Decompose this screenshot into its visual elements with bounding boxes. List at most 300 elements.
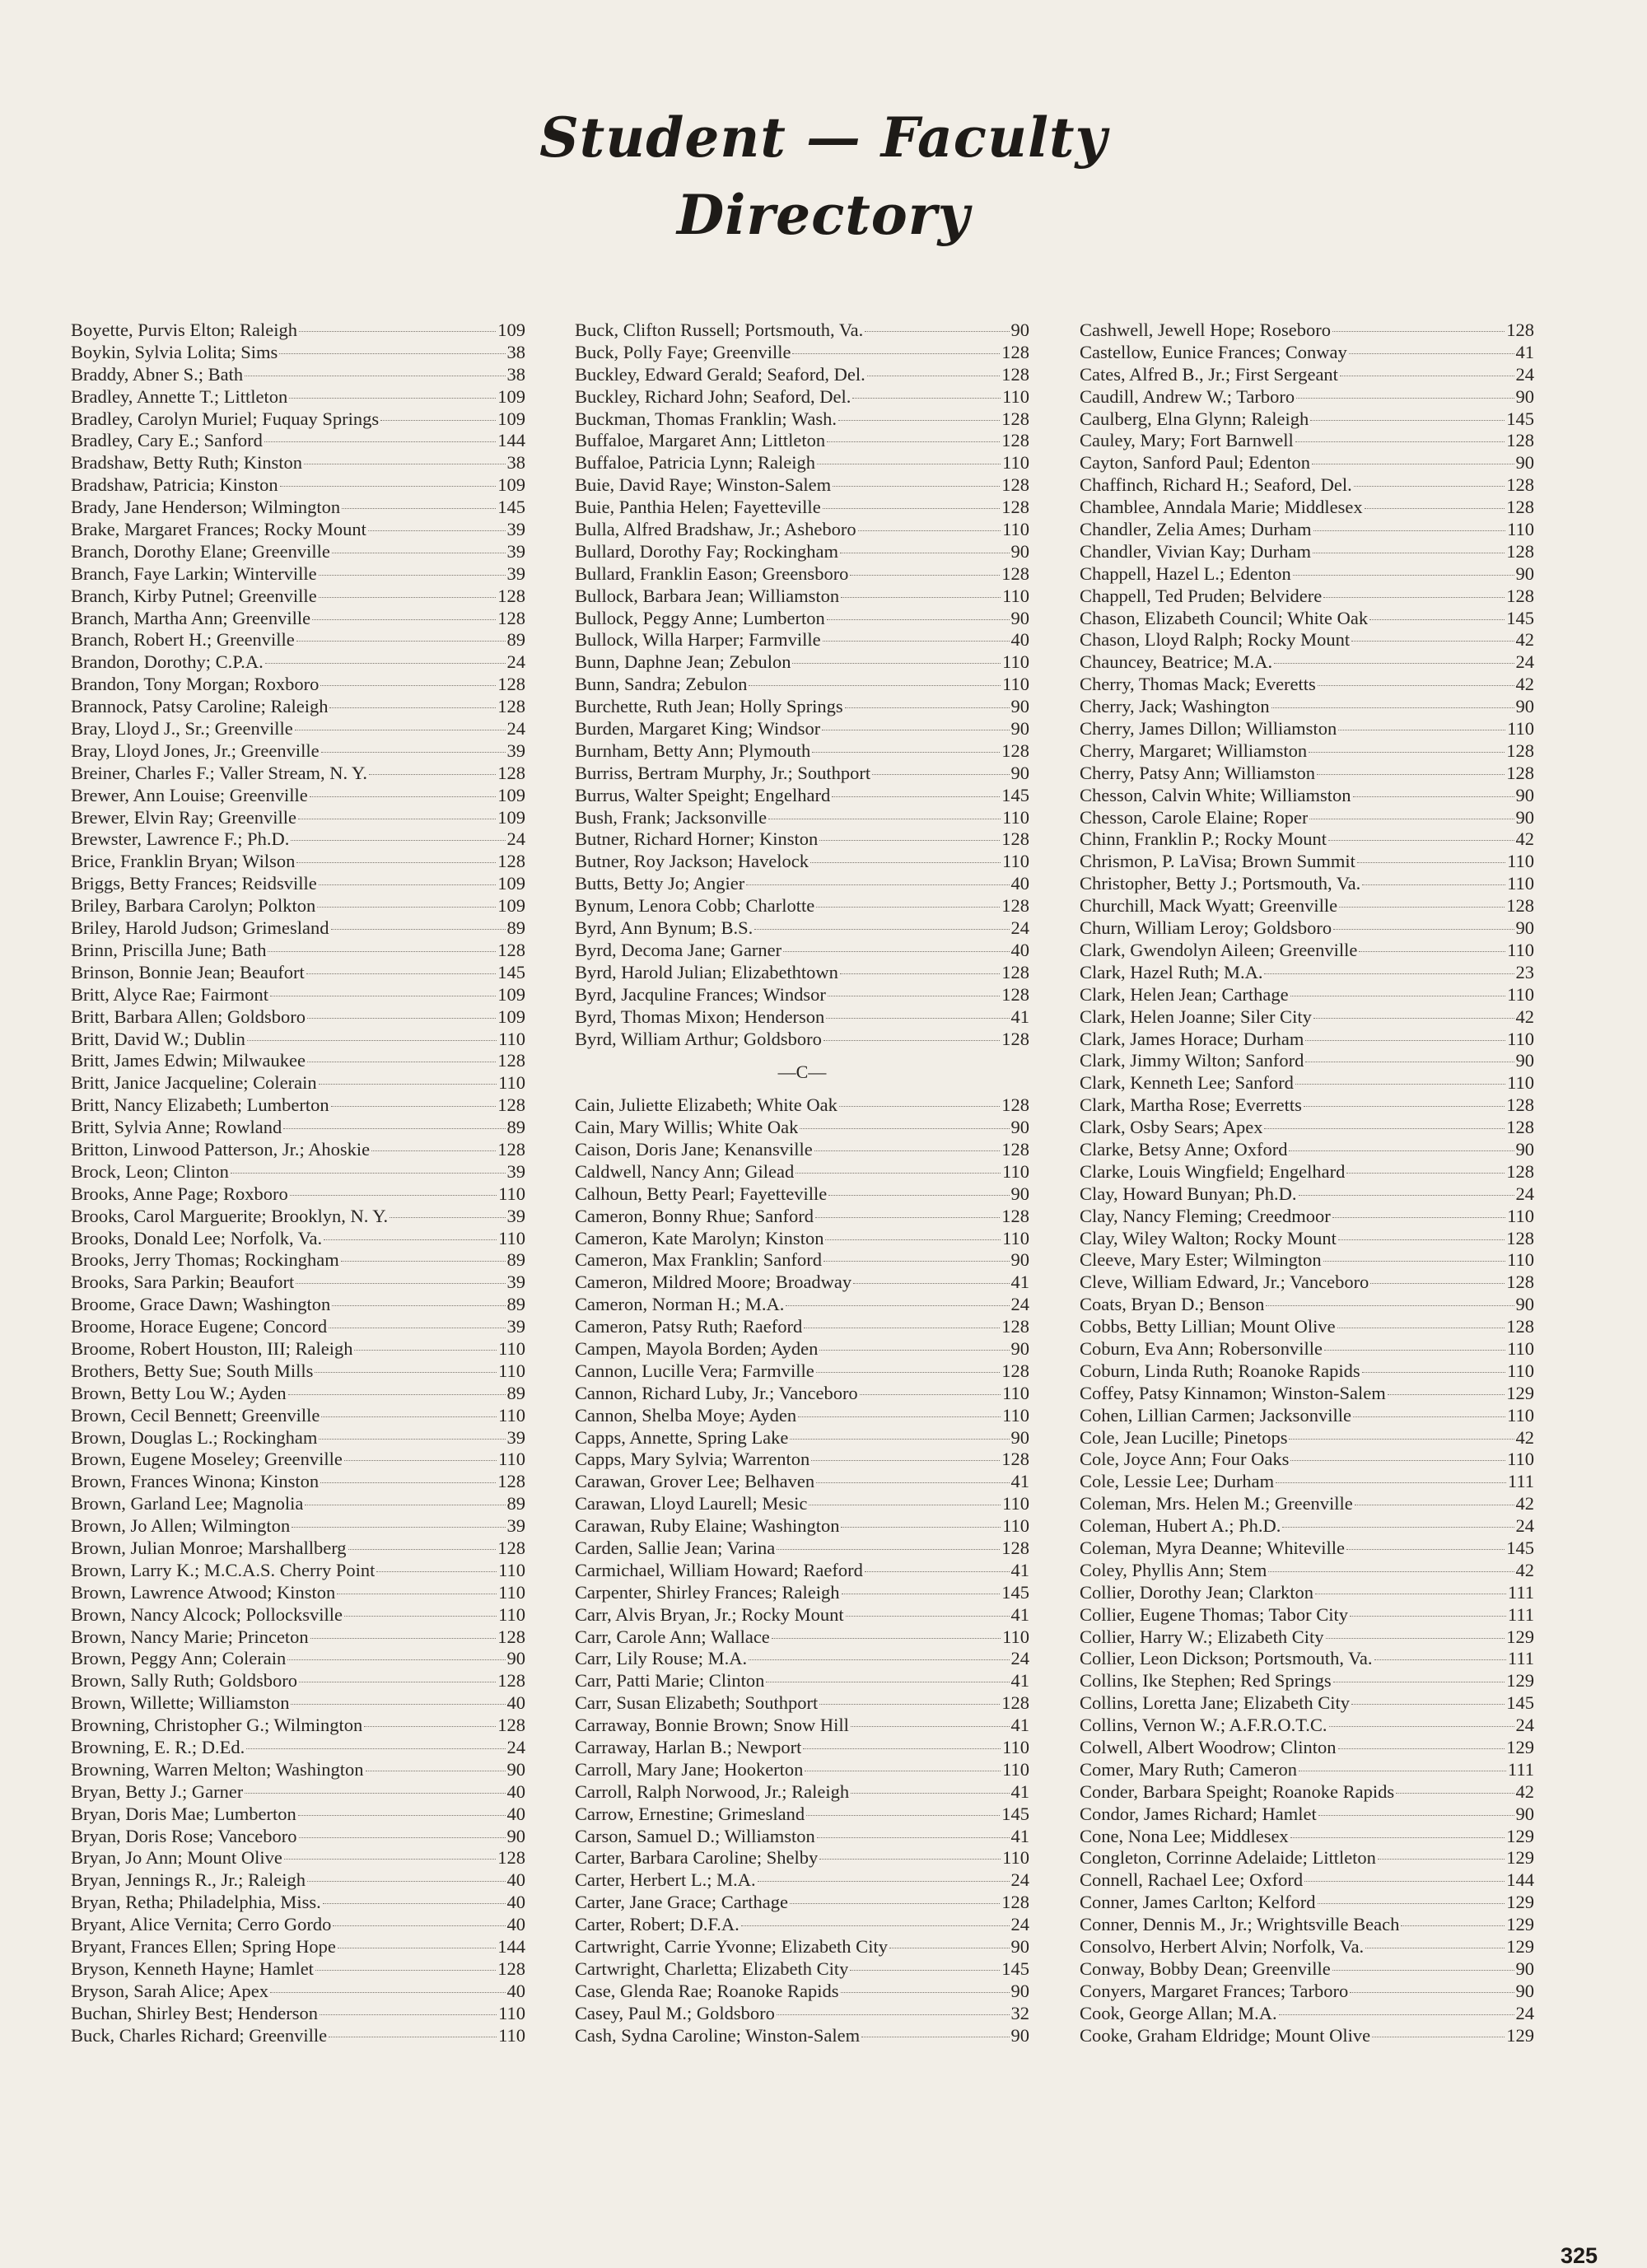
directory-entry [71, 718, 525, 740]
entry-page: 128 [1506, 1227, 1534, 1248]
entry-name: Bullock, Barbara Jean; Williamston [575, 585, 840, 606]
entry-page: 24 [1010, 1869, 1029, 1891]
entry-name: Britt, Alyce Rae; Fairmont [71, 983, 268, 1005]
entry-name: Browning, E. R.; D.Ed. [71, 1737, 245, 1757]
directory-entry [575, 1847, 1029, 1869]
dot-leader [860, 1394, 1001, 1395]
entry-page: 128 [1506, 497, 1534, 518]
dot-leader [819, 1859, 1001, 1860]
entry-name: Clark, Helen Joanne; Siler City [1080, 1006, 1312, 1027]
directory-entry [575, 1405, 1029, 1427]
directory-entry [71, 1294, 525, 1316]
entry-name: Clay, Nancy Fleming; Creedmoor [1080, 1205, 1331, 1226]
entry-name: Brown, Jo Allen; Wilmington [71, 1515, 291, 1537]
directory-entry [71, 1117, 525, 1139]
entry-name: Buchan, Shirley Best; Henderson [71, 2002, 318, 2023]
entry-page: 144 [497, 430, 525, 451]
directory-column-2 [575, 320, 1029, 2046]
entry-page: 128 [1001, 740, 1029, 761]
directory-entry [71, 807, 525, 829]
entry-name: Cobbs, Betty Lillian; Mount Olive [1080, 1316, 1336, 1337]
directory-entry [1080, 984, 1534, 1006]
entry-name: Cherry, Thomas Mack; Everetts [1080, 674, 1316, 695]
entry-name: Browning, Christopher G.; Wilmington [71, 1715, 363, 1736]
dot-leader [1293, 575, 1514, 576]
entry-page: 90 [506, 1825, 525, 1846]
entry-page: 111 [1507, 1648, 1534, 1669]
dot-leader [332, 1305, 505, 1306]
entry-name: Clark, Hazel Ruth; M.A. [1080, 961, 1263, 982]
entry-name: Carter, Herbert L.; M.A. [575, 1869, 756, 1891]
entry-page: 110 [498, 2024, 525, 2046]
directory-entry [71, 1072, 525, 1094]
entry-name: Burden, Margaret King; Windsor [575, 718, 821, 740]
entry-name: Caulberg, Elna Glynn; Raleigh [1080, 408, 1309, 429]
directory-entry [575, 1914, 1029, 1936]
directory-entry [71, 1958, 525, 1981]
directory-entry [1080, 342, 1534, 364]
entry-page: 110 [1002, 452, 1029, 474]
entry-name: Brannock, Patsy Caroline; Raleigh [71, 696, 329, 717]
dot-leader [825, 1239, 1001, 1240]
entry-page: 90 [1010, 1426, 1029, 1448]
entry-name: Carmichael, William Howard; Raeford [575, 1559, 863, 1580]
directory-entry [1080, 895, 1534, 917]
directory-entry [575, 2025, 1029, 2047]
entry-name: Buck, Charles Richard; Greenville [71, 2024, 328, 2046]
entry-page: 90 [506, 1758, 525, 1780]
dot-leader [1295, 1084, 1505, 1085]
dot-leader [307, 1018, 496, 1019]
dot-leader [1328, 840, 1514, 841]
entry-name: Chappell, Hazel L.; Edenton [1080, 562, 1291, 584]
directory-entry [1080, 674, 1534, 696]
entry-name: Cameron, Patsy Ruth; Raeford [575, 1316, 803, 1337]
directory-entry [1080, 651, 1534, 674]
directory-entry [71, 1604, 525, 1626]
entry-page: 128 [1001, 983, 1029, 1005]
entry-name: Christopher, Betty J.; Portsmouth, Va. [1080, 873, 1361, 894]
entry-name: Cates, Alfred B., Jr.; First Sergeant [1080, 363, 1338, 385]
dot-leader [284, 1859, 496, 1860]
entry-page: 128 [1001, 828, 1029, 850]
entry-page: 90 [1010, 762, 1029, 783]
entry-name: Collier, Harry W.; Elizabeth City [1080, 1626, 1324, 1647]
entry-name: Connell, Rachael Lee; Oxford [1080, 1869, 1304, 1891]
directory-entry [1080, 1383, 1534, 1405]
entry-name: Collins, Ike Stephen; Red Springs [1080, 1670, 1332, 1692]
directory-entry [575, 408, 1029, 431]
entry-name: Brown, Julian Monroe; Marshallberg [71, 1537, 347, 1558]
entry-page: 129 [1506, 1382, 1534, 1403]
directory-entry [575, 1715, 1029, 1737]
dot-leader [777, 1549, 1000, 1550]
directory-entry [71, 364, 525, 386]
dot-leader [1264, 973, 1514, 974]
entry-name: Cain, Mary Willis; White Oak [575, 1117, 799, 1138]
dot-leader [319, 1439, 505, 1440]
directory-entry [71, 674, 525, 696]
entry-name: Britt, Barbara Allen; Goldsboro [71, 1006, 306, 1027]
entry-page: 89 [506, 1117, 525, 1138]
directory-entry [71, 1449, 525, 1471]
dot-leader [319, 1084, 497, 1085]
dot-leader [268, 951, 496, 952]
entry-page: 128 [1001, 363, 1029, 385]
entry-name: Carden, Sallie Jean; Varina [575, 1538, 776, 1558]
entry-page: 145 [497, 961, 525, 982]
entry-page: 89 [506, 917, 525, 939]
entry-name: Cole, Joyce Ann; Four Oaks [1080, 1449, 1290, 1470]
entry-name: Brown, Frances Winona; Kinston [71, 1471, 320, 1492]
entry-name: Brewster, Lawrence F.; Ph.D. [71, 828, 290, 850]
entry-page: 109 [497, 806, 525, 828]
entry-page: 128 [497, 585, 525, 606]
dot-leader [246, 1748, 505, 1749]
entry-page: 42 [1515, 1559, 1534, 1580]
entry-page: 24 [1010, 917, 1029, 939]
directory-entry [1080, 1692, 1534, 1715]
directory-entry [575, 1582, 1029, 1604]
entry-name: Bullard, Dorothy Fay; Rockingham [575, 540, 838, 562]
entry-name: Bradley, Cary E.; Sanford [71, 430, 263, 451]
entry-page: 40 [1010, 939, 1029, 960]
entry-name: Byrd, Decoma Jane; Garner [575, 939, 782, 960]
dot-leader [319, 597, 497, 598]
entry-page: 90 [1010, 1936, 1029, 1958]
entry-name: Chinn, Franklin P.; Rocky Mount [1080, 828, 1327, 850]
directory-entry [575, 851, 1029, 873]
entry-name: Chandler, Vivian Kay; Durham [1080, 540, 1312, 562]
entry-page: 128 [1001, 1892, 1029, 1913]
entry-name: Burrus, Walter Speight; Engelhard [575, 784, 831, 805]
directory-entry [1080, 962, 1534, 984]
dot-leader [1309, 752, 1505, 753]
dot-leader [758, 1881, 1010, 1882]
directory-entry [71, 519, 525, 541]
directory-entry [1080, 940, 1534, 962]
entry-page: 110 [1507, 1360, 1534, 1381]
entry-name: Coburn, Eva Ann; Robersonville [1080, 1337, 1323, 1359]
directory-entry [575, 2003, 1029, 2025]
entry-name: Branch, Kirby Putnel; Greenville [71, 585, 317, 606]
dot-leader [299, 1837, 506, 1838]
entry-name: Cameron, Max Franklin; Sanford [575, 1249, 822, 1271]
entry-name: Bryant, Alice Vernita; Cerro Gordo [71, 1914, 332, 1935]
entry-name: Cameron, Bonny Rhue; Sanford [575, 1205, 814, 1226]
entry-name: Broome, Robert Houston, III; Raleigh [71, 1337, 353, 1359]
entry-page: 128 [1001, 1094, 1029, 1116]
directory-entry [575, 1161, 1029, 1183]
entry-name: Brown, Cecil Bennett; Greenville [71, 1404, 320, 1426]
entry-page: 40 [506, 1869, 525, 1891]
dot-leader [1369, 619, 1505, 620]
entry-page: 128 [497, 851, 525, 872]
directory-entry [1080, 1094, 1534, 1117]
directory-entry [575, 342, 1029, 364]
dot-leader [321, 1416, 497, 1417]
dot-leader [790, 1903, 1000, 1904]
directory-entry [1080, 1139, 1534, 1161]
entry-page: 145 [497, 497, 525, 518]
entry-page: 24 [1515, 1183, 1534, 1204]
directory-entry [71, 1781, 525, 1804]
entry-name: Chappell, Ted Pruden; Belvidere [1080, 585, 1323, 606]
directory-entry [575, 1781, 1029, 1804]
entry-name: Chason, Lloyd Ralph; Rocky Mount [1080, 629, 1351, 651]
directory-entry [1080, 430, 1534, 452]
entry-page: 42 [1515, 629, 1534, 651]
entry-name: Butner, Richard Horner; Kinston [575, 828, 819, 850]
entry-name: Cleve, William Edward, Jr.; Vanceboro [1080, 1272, 1369, 1293]
dot-leader [245, 1793, 505, 1794]
entry-page: 128 [497, 1094, 525, 1116]
dot-leader [810, 862, 1001, 863]
dot-leader [1338, 1748, 1505, 1749]
entry-name: Briggs, Betty Frances; Reidsville [71, 873, 317, 894]
entry-name: Brinn, Priscilla June; Bath [71, 939, 267, 960]
entry-page: 110 [1002, 585, 1029, 606]
dot-leader [329, 707, 496, 708]
entry-name: Breiner, Charles F.; Valler Stream, N. Y. [71, 762, 367, 783]
entry-name: Chrismon, P. LaVisa; Brown Summit [1080, 851, 1355, 872]
entry-page: 40 [506, 1892, 525, 1913]
entry-page: 110 [498, 1449, 525, 1470]
directory-entry [71, 851, 525, 873]
entry-page: 109 [497, 320, 525, 340]
directory-entry [71, 873, 525, 895]
entry-page: 110 [1507, 718, 1534, 740]
directory-entry [1080, 1206, 1534, 1228]
entry-name: Britt, Sylvia Anne; Rowland [71, 1117, 282, 1138]
dot-leader [853, 1283, 1009, 1284]
entry-page: 24 [1010, 1294, 1029, 1315]
dot-leader [288, 1394, 506, 1395]
dot-leader [749, 1659, 1009, 1660]
entry-page: 24 [1010, 1914, 1029, 1935]
entry-name: Coley, Phyllis Ann; Stem [1080, 1559, 1267, 1580]
entry-page: 41 [1010, 1603, 1029, 1625]
dot-leader [1339, 907, 1505, 908]
entry-name: Broome, Grace Dawn; Washington [71, 1294, 331, 1315]
directory-entry [1080, 1471, 1534, 1493]
entry-page: 90 [1515, 1958, 1534, 1979]
entry-page: 145 [1506, 408, 1534, 429]
directory-entry [71, 740, 525, 763]
entry-name: Bryant, Frances Ellen; Spring Hope [71, 1936, 336, 1958]
entry-page: 89 [506, 1294, 525, 1315]
entry-name: Clark, Jimmy Wilton; Sanford [1080, 1050, 1304, 1071]
entry-name: Bullock, Peggy Anne; Lumberton [575, 607, 825, 628]
entry-page: 128 [1001, 562, 1029, 584]
dot-leader [390, 1217, 505, 1218]
directory-entry [71, 629, 525, 651]
entry-page: 39 [506, 540, 525, 562]
entry-page: 90 [1515, 1803, 1534, 1824]
directory-entry [71, 1759, 525, 1781]
entry-name: Britt, David W.; Dublin [71, 1028, 245, 1049]
entry-page: 128 [1506, 320, 1534, 340]
dot-leader [1304, 1106, 1505, 1107]
entry-name: Caldwell, Nancy Ann; Gilead [575, 1160, 795, 1182]
entry-name: Chason, Elizabeth Council; White Oak [1080, 607, 1369, 628]
dot-leader [832, 796, 1000, 797]
entry-name: Bunn, Daphne Jean; Zebulon [575, 651, 791, 673]
dot-leader [348, 1549, 497, 1550]
dot-leader [1274, 663, 1514, 664]
dot-leader [344, 1616, 497, 1617]
entry-page: 128 [1001, 961, 1029, 982]
directory-entry [1080, 320, 1534, 342]
directory-entry [575, 1515, 1029, 1538]
dot-leader [824, 1040, 1000, 1041]
entry-page: 89 [506, 1382, 525, 1403]
directory-entry [1080, 1936, 1534, 1958]
entry-page: 109 [497, 1006, 525, 1027]
dot-leader [1304, 1881, 1505, 1882]
directory-entry [1080, 2025, 1534, 2047]
directory-entry [1080, 1560, 1534, 1582]
entry-page: 90 [1515, 1294, 1534, 1315]
entry-name: Bryan, Retha; Philadelphia, Miss. [71, 1892, 321, 1913]
entry-page: 38 [506, 452, 525, 474]
entry-page: 90 [1515, 696, 1534, 717]
directory-entry [1080, 1604, 1534, 1626]
entry-name: Carr, Susan Elizabeth; Southport [575, 1692, 819, 1714]
dot-leader [312, 619, 496, 620]
entry-name: Cooke, Graham Eldridge; Mount Olive [1080, 2024, 1371, 2046]
entry-name: Clarke, Betsy Anne; Oxford [1080, 1138, 1288, 1160]
entry-page: 32 [1010, 2002, 1029, 2023]
directory-entry [1080, 1360, 1534, 1383]
entry-name: Coleman, Hubert A.; Ph.D. [1080, 1515, 1281, 1537]
directory-entry [1080, 1869, 1534, 1892]
directory-entry [71, 474, 525, 497]
entry-name: Conner, James Carlton; Kelford [1080, 1892, 1316, 1913]
dot-leader [840, 973, 1000, 974]
dot-leader [1318, 685, 1514, 686]
entry-name: Britt, Janice Jacqueline; Colerain [71, 1072, 317, 1094]
entry-page: 111 [1507, 1758, 1534, 1780]
dot-leader [827, 619, 1010, 620]
directory-entry [1080, 1958, 1534, 1981]
entry-page: 110 [1507, 1249, 1534, 1271]
dot-leader [796, 1173, 1001, 1174]
dot-leader [331, 1106, 497, 1107]
directory-entry [575, 1294, 1029, 1316]
directory-entry [71, 828, 525, 851]
entry-page: 90 [1515, 385, 1534, 407]
entry-page: 110 [498, 1072, 525, 1094]
entry-page: 110 [1507, 851, 1534, 872]
entry-page: 128 [497, 696, 525, 717]
directory-entry [71, 1515, 525, 1538]
entry-page: 39 [506, 1160, 525, 1182]
dot-leader [1289, 1439, 1514, 1440]
dot-leader [823, 641, 1010, 642]
dot-leader [811, 1460, 1000, 1461]
entry-page: 128 [497, 1138, 525, 1160]
directory-entry [71, 1249, 525, 1272]
entry-name: Brown, Betty Lou W.; Ayden [71, 1382, 287, 1403]
entry-page: 90 [1515, 452, 1534, 474]
dot-leader [841, 597, 1001, 598]
entry-page: 39 [506, 1205, 525, 1226]
entry-name: Broome, Horace Eugene; Concord [71, 1316, 328, 1337]
directory-entry [1080, 497, 1534, 519]
directory-entry [1080, 828, 1534, 851]
entry-page: 90 [506, 1648, 525, 1669]
entry-page: 129 [1506, 1892, 1534, 1913]
entry-name: Byrd, Harold Julian; Elizabethtown [575, 961, 838, 982]
entry-name: Bryan, Doris Mae; Lumberton [71, 1803, 296, 1824]
entry-name: Clark, Osby Sears; Apex [1080, 1117, 1263, 1138]
entry-name: Brown, Eugene Moseley; Greenville [71, 1449, 343, 1470]
entry-name: Bryan, Jo Ann; Mount Olive [71, 1847, 282, 1869]
dot-leader [320, 685, 496, 686]
dot-leader [333, 1925, 505, 1926]
entry-page: 128 [1001, 1449, 1029, 1470]
entry-page: 40 [1010, 873, 1029, 894]
entry-page: 90 [1515, 1138, 1534, 1160]
entry-name: Clay, Howard Bunyan; Ph.D. [1080, 1183, 1297, 1204]
directory-entry [1080, 386, 1534, 408]
entry-name: Buck, Clifton Russell; Portsmouth, Va. [575, 320, 864, 340]
entry-name: Carroll, Ralph Norwood, Jr.; Raleigh [575, 1780, 850, 1802]
directory-entry [575, 940, 1029, 962]
dot-leader [364, 1726, 496, 1727]
entry-name: Brown, Larry K.; M.C.A.S. Cherry Point [71, 1559, 376, 1580]
entry-name: Cone, Nona Lee; Middlesex [1080, 1825, 1289, 1846]
entry-name: Cole, Jean Lucille; Pinetops [1080, 1426, 1288, 1448]
dot-leader [1279, 2014, 1514, 2015]
dot-leader [1346, 1173, 1505, 1174]
dot-leader [1374, 1659, 1506, 1660]
entry-page: 90 [1010, 1337, 1029, 1359]
dot-leader [1346, 1549, 1505, 1550]
entry-name: Campen, Mayola Borden; Ayden [575, 1337, 819, 1359]
entry-page: 110 [498, 1404, 525, 1426]
dot-leader [815, 1217, 1000, 1218]
entry-page: 128 [1506, 1094, 1534, 1116]
entry-page: 129 [1506, 1670, 1534, 1692]
dot-leader [1313, 530, 1506, 531]
directory-entry [71, 1804, 525, 1826]
directory-entry [1080, 629, 1534, 651]
entry-name: Collier, Dorothy Jean; Clarkton [1080, 1581, 1314, 1603]
dot-leader [1362, 884, 1505, 885]
directory-entry [71, 1493, 525, 1515]
dot-leader [1401, 1925, 1505, 1926]
directory-entry [575, 1338, 1029, 1360]
entry-page: 42 [1515, 1426, 1534, 1448]
entry-name: Condor, James Richard; Hamlet [1080, 1803, 1317, 1824]
entry-name: Cash, Sydna Caroline; Winston-Salem [575, 2024, 861, 2046]
directory-entry [1080, 1449, 1534, 1471]
entry-name: Brown, Garland Lee; Magnolia [71, 1493, 304, 1514]
entry-name: Chaffinch, Richard H.; Seaford, Del. [1080, 474, 1352, 496]
entry-name: Briley, Harold Judson; Grimesland [71, 917, 329, 939]
entry-name: Carpenter, Shirley Frances; Raleigh [575, 1581, 840, 1603]
directory-entry [575, 1316, 1029, 1338]
dot-leader [1359, 951, 1505, 952]
directory-entry [71, 1538, 525, 1560]
dot-leader [1326, 1638, 1505, 1639]
entry-name: Bryan, Betty J.; Garner [71, 1780, 244, 1802]
entry-name: Bynum, Lenora Cobb; Charlotte [575, 895, 815, 917]
entry-page: 110 [1002, 851, 1029, 872]
directory-entry [1080, 851, 1534, 873]
